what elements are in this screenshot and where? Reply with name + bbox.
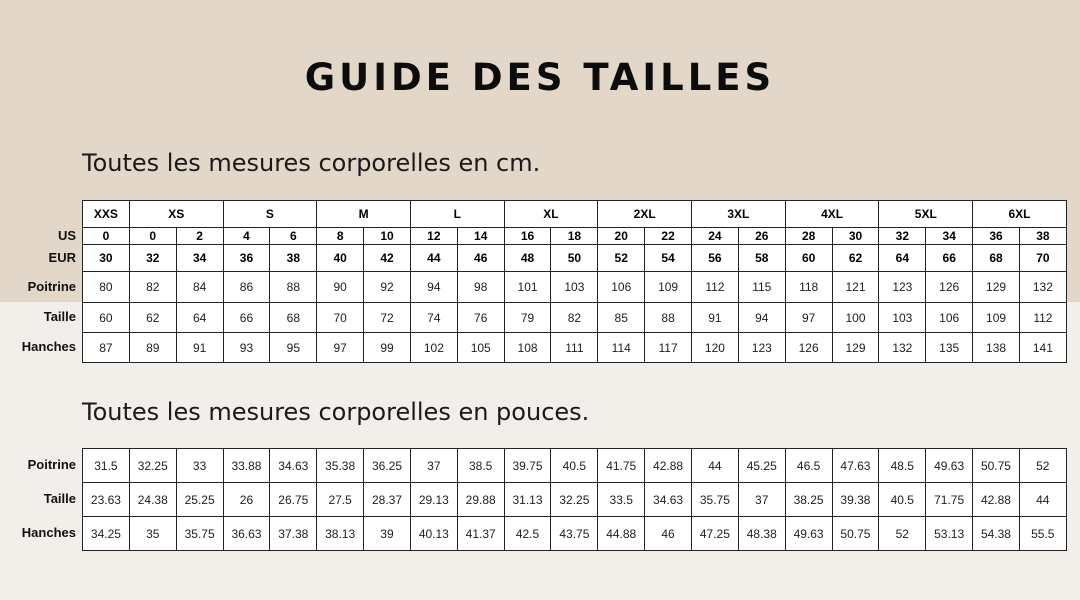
table-cell: 39.75	[504, 449, 551, 483]
table-cell: 50.75	[973, 449, 1020, 483]
table-cell: 49.63	[785, 517, 832, 551]
table-cell: 101	[504, 272, 551, 303]
table-cell: 103	[879, 303, 926, 333]
table-cell: 25.25	[176, 483, 223, 517]
table-cell: 66	[223, 303, 270, 333]
table-cell: 86	[223, 272, 270, 303]
table-cell: 95	[270, 333, 317, 363]
size-header-cell: 5XL	[879, 201, 973, 228]
table-cell: 100	[832, 303, 879, 333]
table-row	[83, 272, 1067, 303]
table-cell: 27.5	[317, 483, 364, 517]
table-cell: 33.88	[223, 449, 270, 483]
table-cell: 43.75	[551, 517, 598, 551]
table-row	[83, 483, 1067, 517]
row-label-us: US	[57, 228, 76, 243]
table-cell: 32	[129, 245, 176, 272]
table-cell: 8	[317, 228, 364, 245]
table-cell: 71.75	[926, 483, 973, 517]
row-label-poitrine: Poitrine	[27, 279, 76, 294]
table-cell: 72	[364, 303, 411, 333]
table-cell: 106	[598, 272, 645, 303]
table-cell: 35.38	[317, 449, 364, 483]
table-cell: 31.13	[504, 483, 551, 517]
table-cell: 109	[645, 272, 692, 303]
table-cell: 36.63	[223, 517, 270, 551]
table-cell: 87	[83, 333, 130, 363]
table-cell: 132	[1019, 272, 1066, 303]
table-cell: 32.25	[129, 449, 176, 483]
row-label-hanches: Hanches	[21, 339, 76, 354]
table-cell: 91	[692, 303, 739, 333]
table-cell: 42.88	[973, 483, 1020, 517]
table-cell: 42.88	[645, 449, 692, 483]
table-cell: 89	[129, 333, 176, 363]
table-cell: 35.75	[176, 517, 223, 551]
table-cell: 29.13	[410, 483, 457, 517]
table-cell: 37	[738, 483, 785, 517]
table-cell: 82	[129, 272, 176, 303]
table-row	[83, 333, 1067, 363]
size-table-inches	[82, 448, 1067, 551]
size-header-cell: 2XL	[598, 201, 692, 228]
table-cell: 23.63	[83, 483, 130, 517]
table-cell: 34	[176, 245, 223, 272]
table-cell: 49.63	[926, 449, 973, 483]
table-cell: 94	[738, 303, 785, 333]
table-cell: 82	[551, 303, 598, 333]
table-cell: 34.25	[83, 517, 130, 551]
table-cell: 45.25	[738, 449, 785, 483]
table-cell: 44.88	[598, 517, 645, 551]
table-cell: 55.5	[1019, 517, 1066, 551]
table-cell: 26	[738, 228, 785, 245]
table-cell: 28	[785, 228, 832, 245]
table-cell: 106	[926, 303, 973, 333]
table-cell: 105	[457, 333, 504, 363]
size-header-cell: 3XL	[692, 201, 786, 228]
table-cell: 20	[598, 228, 645, 245]
table-cell: 40.13	[410, 517, 457, 551]
table-cell: 18	[551, 228, 598, 245]
table-cell: 60	[83, 303, 130, 333]
table-cell: 44	[691, 449, 738, 483]
table-cell: 52	[879, 517, 926, 551]
table-cell: 34.63	[645, 483, 692, 517]
table-cell: 36	[223, 245, 270, 272]
table-cell: 47.25	[691, 517, 738, 551]
table-cell: 98	[457, 272, 504, 303]
table-cell: 34.63	[270, 449, 317, 483]
table-cell: 4	[223, 228, 270, 245]
table-cell: 90	[317, 272, 364, 303]
table-cell: 16	[504, 228, 551, 245]
size-header-cell: S	[223, 201, 317, 228]
table-cell: 34	[926, 228, 973, 245]
table-cell: 54	[645, 245, 692, 272]
table-cell: 36.25	[364, 449, 411, 483]
table-cell: 76	[457, 303, 504, 333]
table-cell: 99	[364, 333, 411, 363]
table-cell: 129	[973, 272, 1020, 303]
table-cell: 33	[176, 449, 223, 483]
table-cell: 44	[410, 245, 457, 272]
table-row	[83, 517, 1067, 551]
table-cell: 30	[83, 245, 130, 272]
table-cell: 26	[223, 483, 270, 517]
table-cell: 109	[973, 303, 1020, 333]
table-cell: 44	[1019, 483, 1066, 517]
table-cell: 135	[926, 333, 973, 363]
table-cell: 85	[598, 303, 645, 333]
table-cell: 24.38	[129, 483, 176, 517]
page-title: GUIDE DES TAILLES	[304, 56, 776, 99]
table-cell: 14	[457, 228, 504, 245]
table-cell: 54.38	[973, 517, 1020, 551]
table-cell: 64	[879, 245, 926, 272]
table-cell: 46	[457, 245, 504, 272]
table-row	[83, 449, 1067, 483]
table-cell: 37.38	[270, 517, 317, 551]
table-cell: 66	[926, 245, 973, 272]
table-cell: 41.37	[457, 517, 504, 551]
table-cell: 29.88	[457, 483, 504, 517]
table-cell: 32.25	[551, 483, 598, 517]
size-table-cm	[82, 200, 1067, 363]
table-cell: 126	[785, 333, 832, 363]
size-header-cell: M	[317, 201, 411, 228]
size-header-cell: XL	[504, 201, 598, 228]
table-cell: 118	[785, 272, 832, 303]
table-cell: 93	[223, 333, 270, 363]
table-cell: 52	[598, 245, 645, 272]
table-cell: 30	[832, 228, 879, 245]
table-cell: 48.5	[879, 449, 926, 483]
row-label-taille: Taille	[43, 491, 76, 506]
table-cell: 40.5	[879, 483, 926, 517]
table-cell: 97	[317, 333, 364, 363]
table-cell: 52	[1019, 449, 1066, 483]
table-cell: 102	[410, 333, 457, 363]
size-header-row	[83, 201, 1067, 228]
table-cell: 36	[973, 228, 1020, 245]
table-cell: 120	[692, 333, 739, 363]
table-cell: 58	[738, 245, 785, 272]
table-cell: 41.75	[598, 449, 645, 483]
table-cell: 97	[785, 303, 832, 333]
table-cell: 79	[504, 303, 551, 333]
table-cell: 50.75	[832, 517, 879, 551]
table-cell: 26.75	[270, 483, 317, 517]
table-cell: 117	[645, 333, 692, 363]
table-cell: 0	[83, 228, 130, 245]
table-cell: 22	[645, 228, 692, 245]
table-cell: 115	[738, 272, 785, 303]
table-cell: 91	[176, 333, 223, 363]
table-cell: 24	[692, 228, 739, 245]
table-cell: 38.13	[317, 517, 364, 551]
table-cell: 46	[645, 517, 692, 551]
table-cell: 94	[410, 272, 457, 303]
table-cell: 88	[270, 272, 317, 303]
size-header-cell: 6XL	[973, 201, 1067, 228]
table-cell: 48.38	[738, 517, 785, 551]
table-cell: 46.5	[785, 449, 832, 483]
inch-section-subtitle: Toutes les mesures corporelles en pouces.	[82, 398, 590, 426]
table-cell: 132	[879, 333, 926, 363]
row-label-taille: Taille	[43, 309, 76, 324]
row-label-poitrine: Poitrine	[27, 457, 76, 472]
table-cell: 38.25	[785, 483, 832, 517]
table-cell: 62	[129, 303, 176, 333]
table-cell: 39	[364, 517, 411, 551]
table-cell: 28.37	[364, 483, 411, 517]
table-cell: 33.5	[598, 483, 645, 517]
table-cell: 62	[832, 245, 879, 272]
size-header-cell: L	[410, 201, 504, 228]
table-cell: 47.63	[832, 449, 879, 483]
table-cell: 38	[270, 245, 317, 272]
table-cell: 108	[504, 333, 551, 363]
table-cell: 68	[270, 303, 317, 333]
table-cell: 48	[504, 245, 551, 272]
size-header-cell: XXS	[83, 201, 130, 228]
table-cell: 38	[1019, 228, 1066, 245]
table-cell: 84	[176, 272, 223, 303]
table-cell: 129	[832, 333, 879, 363]
table-cell: 103	[551, 272, 598, 303]
table-cell: 92	[364, 272, 411, 303]
table-cell: 40	[317, 245, 364, 272]
table-cell: 74	[410, 303, 457, 333]
table-cell: 70	[1019, 245, 1066, 272]
table-cell: 123	[738, 333, 785, 363]
table-cell: 35	[129, 517, 176, 551]
table-cell: 0	[129, 228, 176, 245]
table-cell: 53.13	[926, 517, 973, 551]
table-cell: 35.75	[691, 483, 738, 517]
table-cell: 68	[973, 245, 1020, 272]
table-cell: 56	[692, 245, 739, 272]
row-label-eur: EUR	[48, 250, 76, 265]
table-row	[83, 303, 1067, 333]
table-cell: 37	[410, 449, 457, 483]
table-cell: 64	[176, 303, 223, 333]
table-cell: 42	[364, 245, 411, 272]
table-row	[83, 228, 1067, 245]
table-cell: 112	[1019, 303, 1066, 333]
size-header-cell: XS	[129, 201, 223, 228]
table-cell: 121	[832, 272, 879, 303]
table-cell: 6	[270, 228, 317, 245]
table-cell: 141	[1019, 333, 1066, 363]
table-cell: 80	[83, 272, 130, 303]
table-cell: 38.5	[457, 449, 504, 483]
table-cell: 50	[551, 245, 598, 272]
table-cell: 88	[645, 303, 692, 333]
table-cell: 126	[926, 272, 973, 303]
table-cell: 32	[879, 228, 926, 245]
table-cell: 112	[692, 272, 739, 303]
table-row	[83, 245, 1067, 272]
row-label-hanches: Hanches	[21, 525, 76, 540]
table-cell: 42.5	[504, 517, 551, 551]
table-cell: 123	[879, 272, 926, 303]
table-cell: 138	[973, 333, 1020, 363]
table-cell: 2	[176, 228, 223, 245]
table-cell: 60	[785, 245, 832, 272]
table-cell: 114	[598, 333, 645, 363]
table-cell: 70	[317, 303, 364, 333]
table-cell: 111	[551, 333, 598, 363]
size-header-cell: 4XL	[785, 201, 879, 228]
table-cell: 31.5	[83, 449, 130, 483]
table-cell: 12	[410, 228, 457, 245]
cm-section-subtitle: Toutes les mesures corporelles en cm.	[82, 149, 541, 177]
table-cell: 40.5	[551, 449, 598, 483]
table-cell: 39.38	[832, 483, 879, 517]
table-cell: 10	[364, 228, 411, 245]
